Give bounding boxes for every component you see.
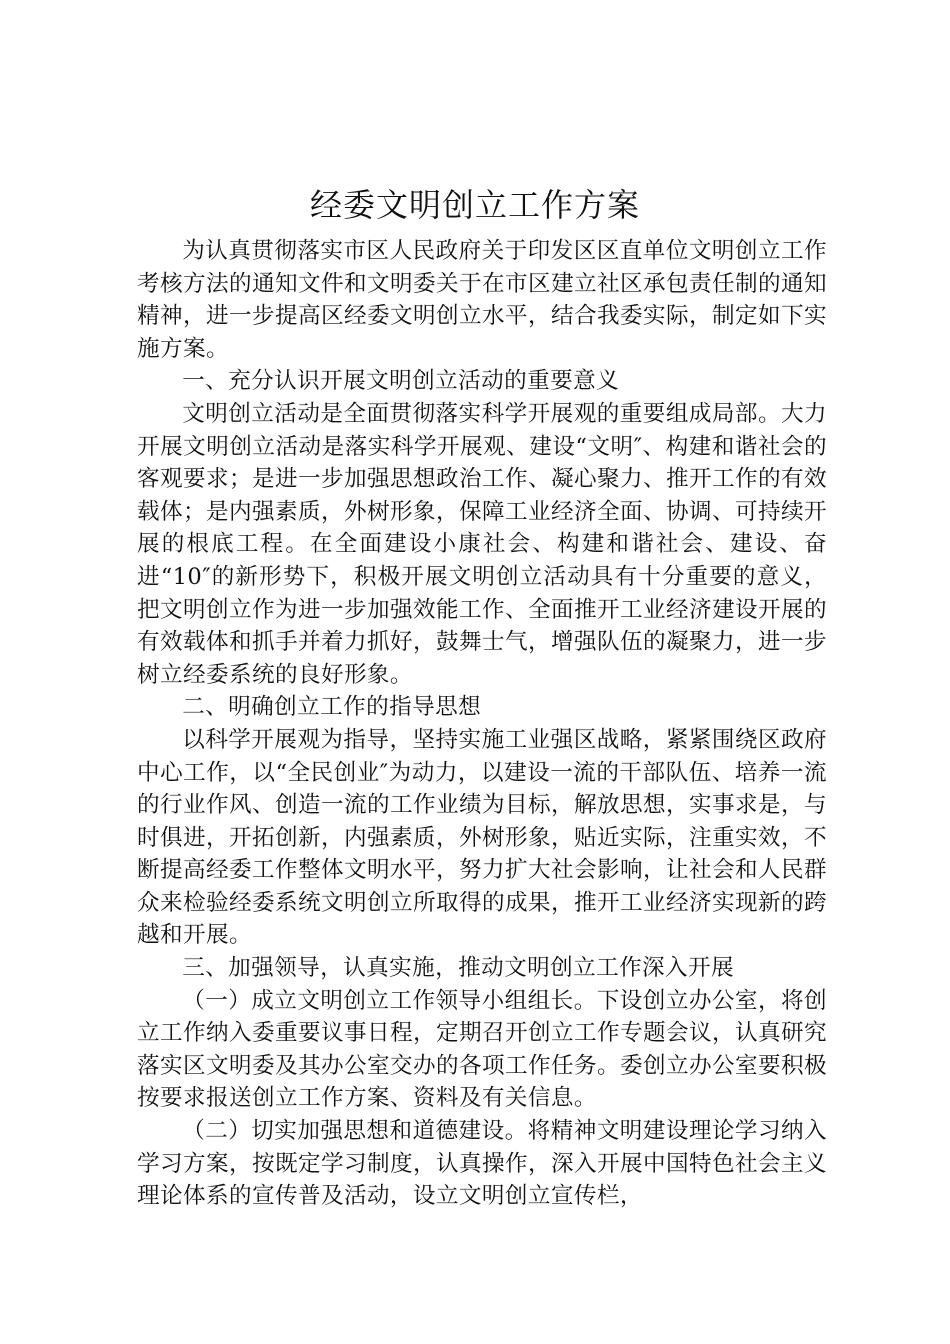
paragraph-item-1: （一）成立文明创立工作领导小组组长。下设创立办公室，将创立工作纳入委重要议事日程，定期召开创立工作专题会议，认真研究落实区文明委及其办公室交办的各项工作任务。委创立办公室要积极按要求报送创立工作方案、资料及有关信息。: [137, 987, 827, 1112]
paragraph-intro: 为认真贯彻落实市区人民政府关于印发区区直单位文明创立工作考核方法的通知文件和文明委关于在市区建立社区承包责任制的通知精神，进一步提高区经委文明创立水平，结合我委实际，制定如下实施方案。: [137, 238, 827, 362]
document-title: 经委文明创立工作方案: [309, 186, 640, 224]
section-heading-2: 二、明确创立工作的指导思想: [182, 694, 482, 721]
paragraph-item-2: （二）切实加强思想和道德建设。将精神文明建设理论学习纳入学习方案，按既定学习制度，认真操作，深入开展中国特色社会主义理论体系的宣传普及活动，设立文明创立宣传栏，: [137, 1118, 827, 1210]
paragraph-guiding-thought: 以科学开展观为指导，坚持实施工业强区战略，紧紧围绕区政府中心工作，以“全民创业″为动力，以建设一流的干部队伍、培养一流的行业作风、创造一流的工作业绩为目标，解放思想，实事求是，与时俱进，开拓创新，内强素质，外树形象，贴近实际，注重实效，不断提高经委工作整体文明水平，努力扩大社会影响，让社会和人民群众来检验经委系统文明创立所取得的成果，推开工业经济实现新的跨越和开展。: [137, 726, 827, 949]
section-heading-3: 三、加强领导，认真实施，推动文明创立工作深入开展: [182, 955, 735, 982]
document-body: [137, 235, 827, 1213]
section-heading-1: 一、充分认识开展文明创立活动的重要意义: [182, 368, 620, 395]
paragraph-significance: 文明创立活动是全面贯彻落实科学开展观的重要组成局部。大力开展文明创立活动是落实科学开展观、建设“文明″、构建和谐社会的客观要求；是进一步加强思想政治工作、凝心聚力、推开工作的有效载体；是内强素质，外树形象，保障工业经济全面、协调、可持续开展的根底工程。在全面建设小康社会、构建和谐社会、建设、奋进“10″的新形势下，积极开展文明创立活动具有十分重要的意义，把文明创立作为进一步加强效能工作、全面推开工业经济建设开展的有效载体和抓手并着力抓好，鼓舞士气，增强队伍的凝聚力，进一步树立经委系统的良好形象。: [137, 400, 827, 688]
